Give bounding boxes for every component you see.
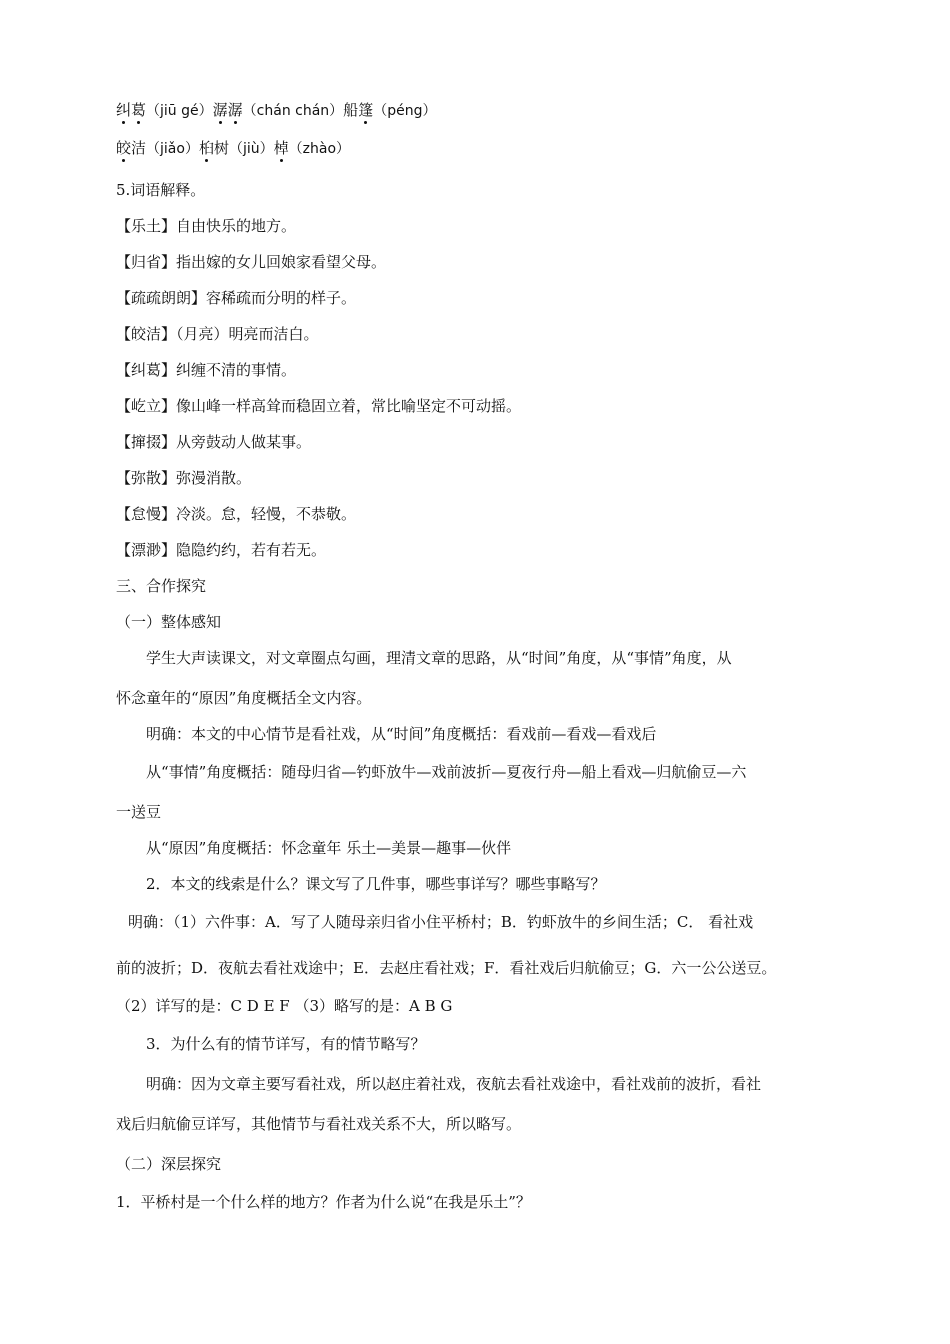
- vocab-term: 【弥散】: [116, 469, 177, 487]
- vocab-term: 【纠葛】: [116, 361, 177, 379]
- vocab-entry: [116, 396, 521, 416]
- question-line: 1．平桥村是一个什么样的地方？作者为什么说“在我是乐土”？: [116, 1193, 531, 1211]
- vocab-entry: [116, 252, 386, 272]
- pinyin: （jiù）: [229, 141, 274, 157]
- vocab-term: 【归省】: [116, 253, 177, 271]
- pinyin: （zhào）: [288, 141, 351, 157]
- vocab-def: 自由快乐的地方。: [176, 217, 297, 235]
- vocab-term: 【屹立】: [116, 397, 177, 415]
- word-char: 树: [213, 139, 229, 157]
- vocab-def: （月亮）明亮而洁白。: [176, 325, 319, 343]
- subsection-title: （一）整体感知: [116, 613, 222, 631]
- pronunciation-line-2: [116, 138, 350, 159]
- vocab-term: 【漂渺】: [116, 541, 177, 559]
- vocab-def: 冷淡。怠，轻慢，不恭敬。: [176, 505, 357, 523]
- paragraph-line: 从“原因”角度概括：怀念童年 乐土—美景—趣事—伙伴: [146, 839, 512, 857]
- word-char: 葛: [131, 101, 147, 119]
- vocab-entry: [116, 324, 319, 344]
- paragraph-line: 从“事情”角度概括：随母归省—钓虾放牛—戏前波折—夏夜行舟—船上看戏—归航偷豆—六: [146, 763, 747, 781]
- vocab-term: 【皎洁】: [116, 325, 177, 343]
- section-title: 三、合作探究: [116, 577, 207, 595]
- paragraph-line: 明确：（1）六件事：A．写了人随母亲归省小住平桥村；B．钓虾放牛的乡间生活；C． 看社戏: [128, 913, 754, 931]
- vocab-term: 【怠慢】: [116, 505, 177, 523]
- paragraph-line: 明确：因为文章主要写看社戏，所以赵庄着社戏，夜航去看社戏途中，看社戏前的波折，看社: [146, 1075, 762, 1093]
- pinyin: （jiǎo）: [146, 141, 199, 157]
- vocab-heading: 5.词语解释。: [116, 181, 206, 199]
- word-char: 洁: [131, 139, 147, 157]
- vocab-term: 【乐土】: [116, 217, 177, 235]
- word-char: 棹: [273, 139, 289, 157]
- pinyin: （jiū gé）: [146, 103, 213, 119]
- word-char: 篷: [358, 101, 374, 119]
- vocab-entry: [116, 540, 326, 560]
- vocab-term: 【疏疏朗朗】: [116, 289, 207, 307]
- vocab-entry: [116, 216, 296, 236]
- vocab-term: 【撺掇】: [116, 433, 177, 451]
- vocab-def: 指出嫁的女儿回娘家看望父母。: [176, 253, 387, 271]
- vocab-def: 隐隐约约，若有若无。: [176, 541, 327, 559]
- vocab-entry: [116, 432, 311, 452]
- question-line: 2．本文的线索是什么？课文写了几件事，哪些事详写？哪些事略写？: [146, 875, 606, 893]
- subsection-title: （二）深层探究: [116, 1155, 222, 1173]
- vocab-def: 容稀疏而分明的样子。: [206, 289, 357, 307]
- vocab-entry: [116, 288, 356, 308]
- word-char: 皎: [116, 139, 132, 157]
- word-char: 潺: [212, 101, 228, 119]
- paragraph-line: 怀念童年的“原因”角度概括全文内容。: [116, 689, 372, 707]
- paragraph-line: 戏后归航偷豆详写，其他情节与看社戏关系不大，所以略写。: [116, 1115, 522, 1133]
- vocab-def: 像山峰一样高耸而稳固立着，常比喻坚定不可动摇。: [176, 397, 522, 415]
- pinyin: （péng）: [373, 103, 437, 119]
- vocab-entry: [116, 504, 356, 524]
- vocab-entry: [116, 360, 296, 380]
- pinyin: （chán chán）: [242, 103, 344, 119]
- vocab-def: 从旁鼓动人做某事。: [176, 433, 312, 451]
- word-char: 纠: [116, 101, 132, 119]
- pronunciation-line-1: [116, 100, 436, 121]
- question-line: 3．为什么有的情节详写，有的情节略写？: [146, 1035, 426, 1053]
- vocab-def: 弥漫消散。: [176, 469, 252, 487]
- vocab-def: 纠缠不清的事情。: [176, 361, 297, 379]
- paragraph-line: 明确：本文的中心情节是看社戏，从“时间”角度概括：看戏前—看戏—看戏后: [146, 725, 657, 743]
- paragraph-line: 学生大声读课文，对文章圈点勾画，理清文章的思路，从“时间”角度，从“事情”角度，从: [146, 649, 732, 667]
- vocab-entry: [116, 468, 251, 488]
- word-char: 桕: [198, 139, 214, 157]
- word-char: 船: [343, 101, 359, 119]
- paragraph-line: 前的波折；D．夜航去看社戏途中；E．去赵庄看社戏；F．看社戏后归航偷豆；G．六一公公送豆。: [116, 959, 777, 977]
- word-char: 潺: [227, 101, 243, 119]
- paragraph-line: （2）详写的是：C D E F （3）略写的是：A B G: [116, 997, 453, 1015]
- paragraph-line: 一送豆: [116, 803, 162, 821]
